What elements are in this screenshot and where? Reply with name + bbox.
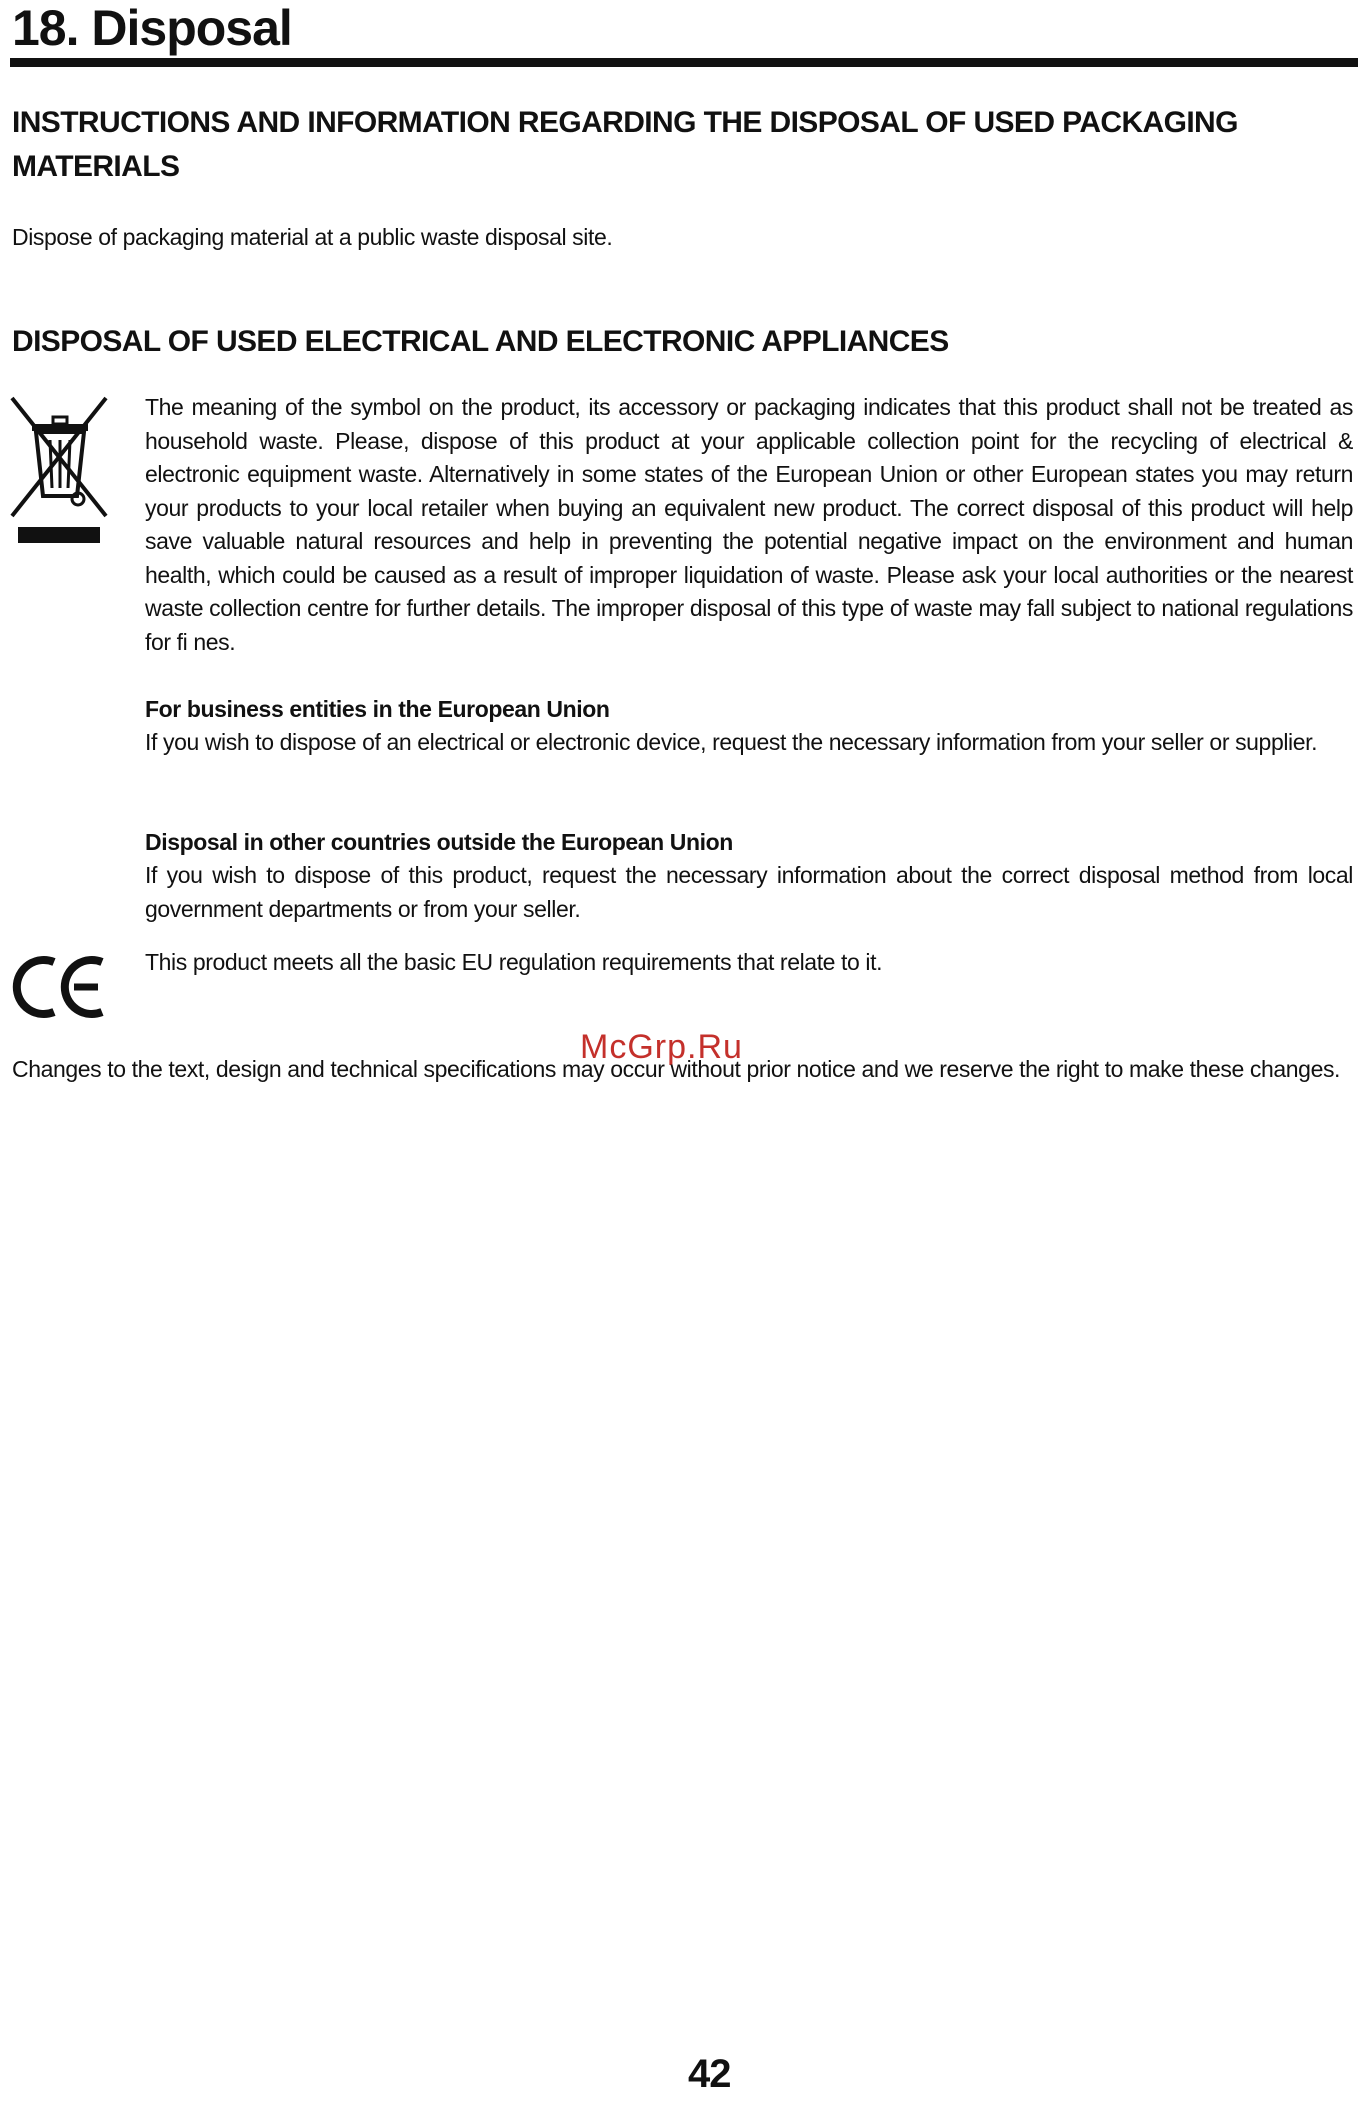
ce-mark-icon [12,952,108,1022]
watermark: McGrp.Ru [580,1028,743,1066]
outside-eu-text: If you wish to dispose of this product, request the necessary information about the correct disposal method from local government departments or from your seller. [145,862,1353,922]
weee-heading: DISPOSAL OF USED ELECTRICAL AND ELECTRONIC APPLIANCES [12,325,949,358]
business-heading: For business entities in the European Union [145,696,610,722]
outside-eu-heading: Disposal in other countries outside the European Union [145,829,733,855]
crossed-out-wheelie-bin-icon [10,396,110,546]
title-divider [10,58,1358,67]
page-title: 18. Disposal [12,0,292,56]
ce-text: This product meets all the basic EU regulation requirements that relate to it. [145,949,883,975]
weee-text: The meaning of the symbol on the product, its accessory or packaging indicates that this product shall not be treated as household waste. Please, dispose of this product at your applicable collection point for the recycling of electrical & electronic equipment waste. Alternatively in some states of the European Union or other European states you may return your products to your local retailer when buying an equivalent new product. The correct disposal of this product will help save valuable natural resources and help in preventing the potential negative impact on the environment and human health, which could be caused as a result of improper liquidation of waste. Please ask your local authorities or the nearest waste collection centre for further details. The improper disposal of this type of waste may fall subject to national regulations for fi nes. [145,394,1353,655]
changes-notice: Changes to the text, design and technical specifications may occur without prior notice and we reserve the right to make these changes. [12,1056,1341,1082]
packaging-text: Dispose of packaging material at a public waste disposal site. [12,224,613,250]
page-number: 42 [688,2052,731,2096]
packaging-heading: INSTRUCTIONS AND INFORMATION REGARDING THE DISPOSAL OF USED PACKAGING MATERIALS [12,106,1238,183]
business-text: If you wish to dispose of an electrical or electronic device, request the necessary information from your seller or supplier. [145,729,1318,755]
